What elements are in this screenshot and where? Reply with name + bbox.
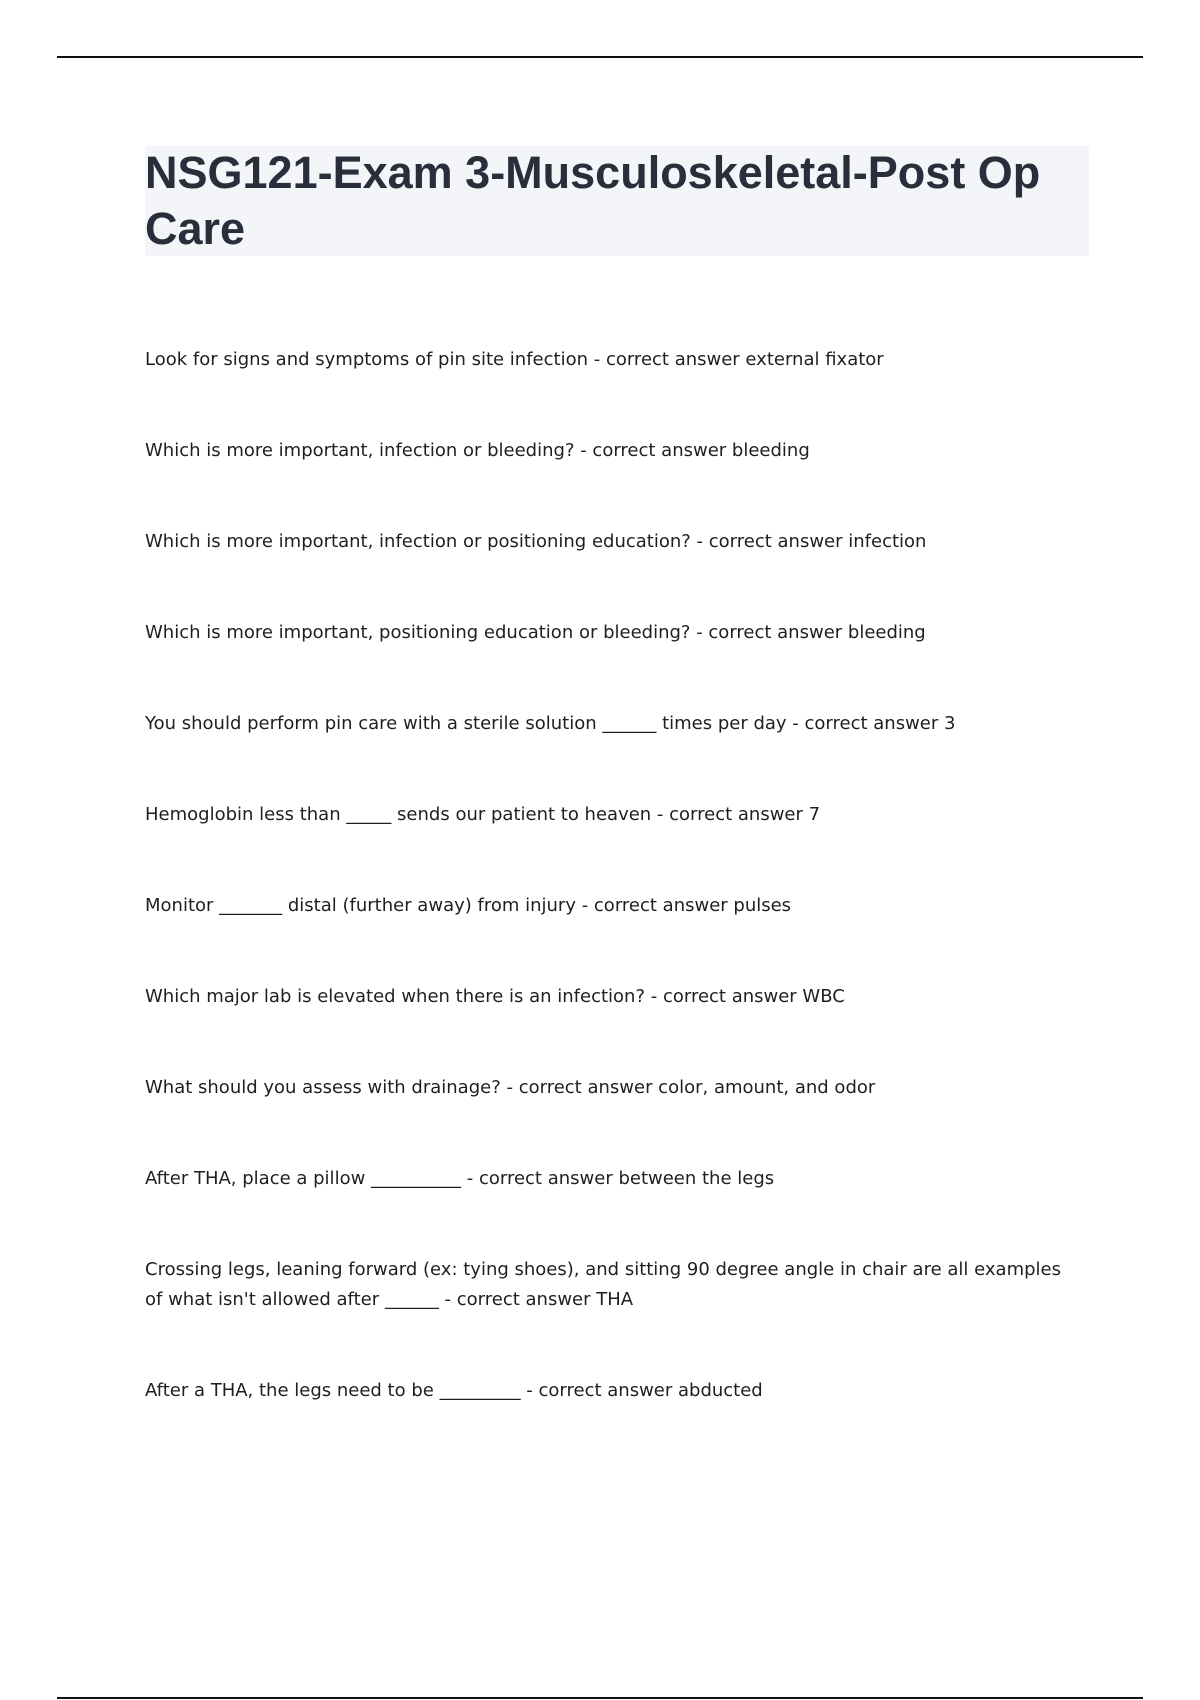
- qa-item: Which is more important, positioning education or bleeding? - correct answer bleeding: [145, 622, 926, 643]
- qa-item: Crossing legs, leaning forward (ex: tying shoes), and sitting 90 degree angle in chair are all examples of what isn't allowed after ______ - correct answer THA: [145, 1259, 1061, 1310]
- document-title: NSG121-Exam 3-Musculoskeletal-Post Op Care: [145, 147, 1041, 254]
- top-divider: [57, 56, 1143, 58]
- bottom-divider: [57, 1697, 1143, 1699]
- qa-item: Which is more important, infection or bleeding? - correct answer bleeding: [145, 440, 810, 461]
- qa-item: After a THA, the legs need to be _________ - correct answer abducted: [145, 1380, 763, 1401]
- qa-item: What should you assess with drainage? - correct answer color, amount, and odor: [145, 1077, 876, 1098]
- qa-item: Which major lab is elevated when there is an infection? - correct answer WBC: [145, 986, 845, 1007]
- qa-item: After THA, place a pillow __________ - correct answer between the legs: [145, 1168, 775, 1189]
- qa-item: You should perform pin care with a sterile solution ______ times per day - correct answer 3: [145, 713, 956, 734]
- qa-item: Monitor _______ distal (further away) from injury - correct answer pulses: [145, 895, 792, 916]
- qa-item: Hemoglobin less than _____ sends our patient to heaven - correct answer 7: [145, 804, 821, 825]
- qa-item: Look for signs and symptoms of pin site infection - correct answer external fixator: [145, 349, 884, 370]
- qa-item: Which is more important, infection or positioning education? - correct answer infection: [145, 531, 927, 552]
